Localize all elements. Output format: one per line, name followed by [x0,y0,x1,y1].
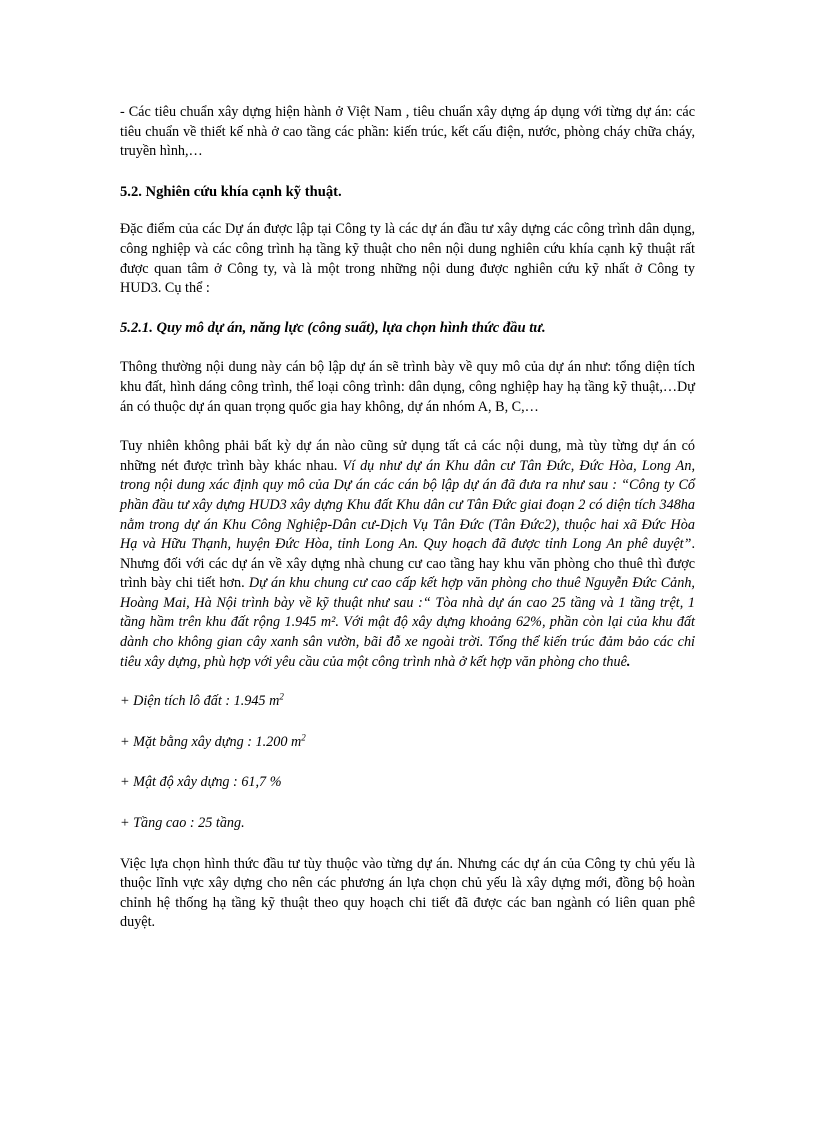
spec-building-density [120,773,695,793]
intro-paragraph: - Các tiêu chuẩn xây dựng hiện hành ở Việt Nam , tiêu chuẩn xây dựng áp dụng với từng dự án: các tiêu chuẩn về thiết kế nhà ở cao tầng các phần: kiến trúc, kết cấu điện, nước, phòng cháy chữa cháy, truyền hình,… [120,104,695,160]
spec-floors-label: + Tầng cao : 25 tầng. [120,815,245,832]
spec-land-area-label: + Diện tích lô đất : 1.945 m [120,693,280,710]
example-intro-text: Tuy nhiên không phải bất kỳ dự án nào cũng sử dụng tất cả các nội dung, mà tùy từng dự án có những nét được trình bày khác nhau. [120,438,695,474]
spec-floors [120,814,695,834]
spec-building-footprint-label: + Mặt bằng xây dựng : 1.200 m [120,733,302,750]
nguyen-duc-canh-example-quote: Dự án khu chung cư cao cấp kết hợp văn phòng cho thuê Nguyễn Đức Cảnh, Hoàng Mai, Hà Nội trình bày về kỹ thuật như sau :“ Tòa nhà dự án cao 25 tầng và 1 tầng trệt, 1 tầng hầm trên khu đất rộng 1.945 m². Với mật độ xây dựng khoảng 62%, phần còn lại của khu đất dành cho không gian cây xanh sân vườn, bãi đỗ xe ngoài trời. Tổng thể kiến trúc đảm bảo các chỉ tiêu xây dựng, phù hợp với yêu cầu của một công trình nhà ở kết hợp văn phòng cho thuê [120,575,695,670]
section-heading-5-2-1: 5.2.1. Quy mô dự án, năng lực (công suất), lựa chọn hình thức đầu tư. [120,319,546,336]
technical-aspect-paragraph: Đặc điểm của các Dự án được lập tại Công ty là các dự án đầu tư xây dựng các công trình dân dụng, công nghiệp và các công trình hạ tầng kỹ thuật cho nên nội dung nghiên cứu khía cạnh kỹ thuật rất được quan tâm ở Công ty, và là một trong những nội dung được nghiên cứu kỹ nhất ở Công ty HUD3. Cụ thể : [120,221,695,297]
spec-land-area-unit-sup: 2 [279,691,284,702]
project-example-paragraph [120,437,695,672]
spec-building-footprint [120,733,695,753]
spec-building-footprint-unit-sup: 2 [301,732,306,743]
document-page [120,103,695,933]
investment-form-paragraph: Việc lựa chọn hình thức đầu tư tùy thuộc vào từng dự án. Nhưng các dự án của Công ty chủ yếu là thuộc lĩnh vực xây dựng cho nên các phương án lựa chọn chủ yếu là xây dựng mới, đồng bộ hoàn chỉnh hệ thống hạ tầng kỹ thuật theo quy hoạch chi tiết đã được các ban ngành có liên quan phê duyệt. [120,855,695,931]
project-scale-paragraph: Thông thường nội dung này cán bộ lập dự án sẽ trình bày về quy mô của dự án như: tổng diện tích khu đất, hình dáng công trình, thể loại công trình: dân dụng, công nghiệp hay hạ tầng kỹ thuật,…Dự án có thuộc dự án quan trọng quốc gia hay không, dự án nhóm A, B, C,… [120,359,695,415]
example-end-mark: . [626,653,631,670]
spec-land-area [120,692,695,712]
spec-building-density-label: + Mật độ xây dựng : 61,7 % [120,774,282,791]
section-heading-5-2: 5.2. Nghiên cứu khía cạnh kỹ thuật. [120,183,342,200]
example-transition-text: . Nhưng đối với các dự án về xây dựng nhà chung cư cao tầng hay khu văn phòng cho thuê thì được trình bày chi tiết hơn. [120,536,695,592]
tan-duc-example-quote: Ví dụ như dự án Khu dân cư Tân Đức, Đức Hòa, Long An, trong nội dung xác định quy mô của Dự án các cán bộ lập dự án đã đưa ra như sau : “Công ty Cổ phần đầu tư xây dựng HUD3 xây dựng Khu đất Khu dân cư Tân Đức giai đoạn 2 có diện tích 348ha nằm trong dự án Khu Công Nghiệp-Dân cư-Dịch Vụ Tân Đức (Tân Đức2), thuộc hai xã Đức Hòa Hạ và Hữu Thạnh, huyện Đức Hòa, tỉnh Long An. Quy hoạch đã được tỉnh Long An phê duyệt” [120,457,695,553]
